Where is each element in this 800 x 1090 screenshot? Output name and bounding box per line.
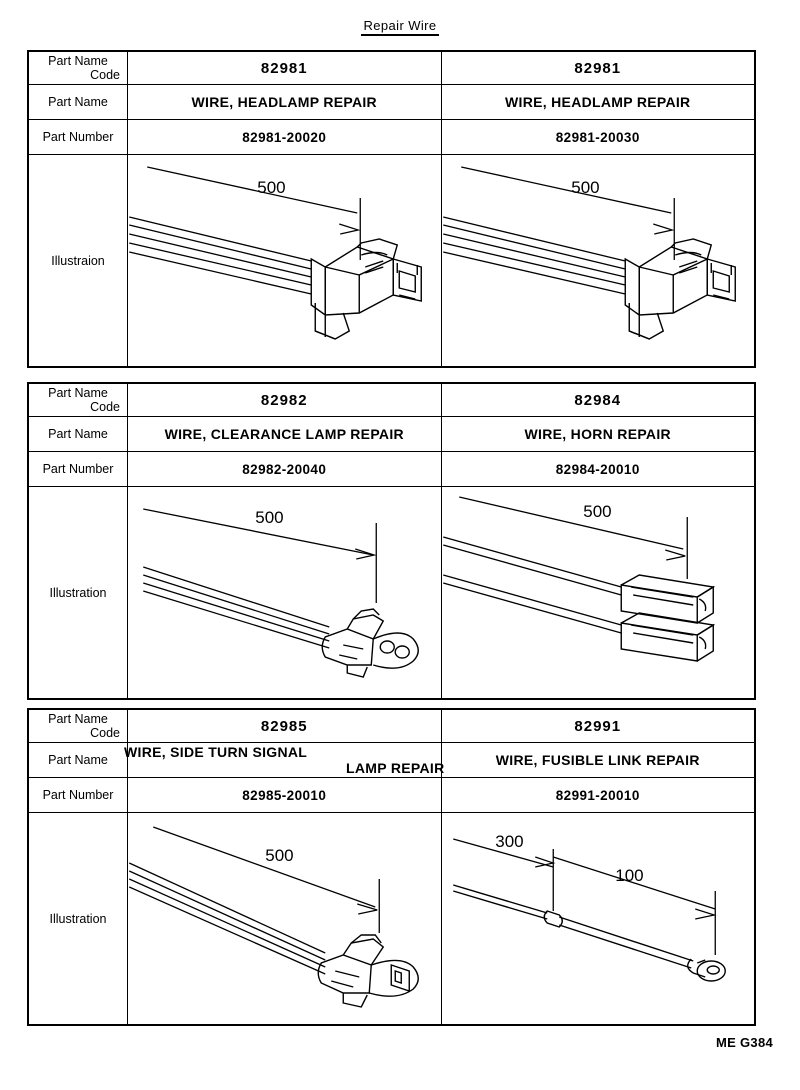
part-number-value: 82981-20030 (555, 129, 640, 145)
dimension-label: 500 (570, 178, 600, 197)
row-label-part-name: Part Name (29, 417, 128, 451)
wire-two-flag-terminals-diagram (442, 487, 755, 698)
table-row-part-number (29, 452, 754, 487)
row-label-line1: Part Name (48, 54, 108, 68)
row-label-part-name: Part Name (29, 85, 128, 119)
page-title-text: Repair Wire (361, 18, 438, 36)
row-label-part-name-code (29, 52, 128, 84)
part-number-value: 82982-20040 (128, 452, 442, 486)
table-row-part-name-code (29, 384, 754, 417)
part-name-value: WIRE, HORN REPAIR (524, 426, 671, 442)
illustration-cell (442, 487, 755, 698)
part-name-code-value: 82991 (574, 717, 622, 735)
row-label-illustration: Illustration (29, 487, 128, 698)
part-name-code-value: 82982 (128, 384, 442, 416)
illustration-cell (128, 487, 442, 698)
table-row-part-name (29, 417, 754, 452)
part-name-value: WIRE, CLEARANCE LAMP REPAIR (128, 417, 442, 451)
row-label-illustration: Illustraion (29, 155, 128, 366)
part-table-block (27, 382, 756, 700)
table-row-illustration (29, 487, 754, 698)
row-label-line2: Code (90, 400, 120, 414)
part-name-value: WIRE, HEADLAMP REPAIR (505, 94, 691, 110)
dimension-label: 500 (255, 508, 284, 527)
row-label-part-name-code (29, 384, 128, 416)
illustration-cell (128, 813, 442, 1024)
page-title (0, 18, 800, 33)
table-row-part-name-code (29, 52, 754, 85)
table-row-part-name-code (29, 710, 754, 743)
fusible-link-ring-terminal-diagram (442, 813, 755, 1024)
part-name-value (124, 743, 445, 777)
wire-connector-4wire-diagram (442, 155, 755, 366)
row-label-line1: Part Name (48, 712, 108, 726)
table-row-part-number (29, 120, 754, 155)
part-name-code-value: 82981 (574, 59, 622, 77)
part-name-value: WIRE, FUSIBLE LINK REPAIR (495, 752, 700, 768)
part-name-line1: WIRE, SIDE TURN SIGNAL (124, 744, 308, 760)
row-label-part-number: Part Number (29, 120, 128, 154)
dimension-label: 100 (614, 866, 644, 885)
part-name-code-value: 82984 (574, 391, 622, 409)
dimension-label: 500 (265, 846, 294, 865)
dimension-label: 500 (582, 502, 612, 521)
row-label-line1: Part Name (48, 386, 108, 400)
illustration-cell (128, 155, 442, 366)
part-table-block (27, 708, 756, 1026)
wire-connector-3wire-round-diagram (128, 487, 441, 698)
table-row-illustration (29, 155, 754, 366)
illustration-cell (442, 813, 755, 1024)
part-number-value: 82981-20020 (128, 120, 442, 154)
part-name-value: WIRE, HEADLAMP REPAIR (128, 85, 442, 119)
row-label-illustration: Illustration (29, 813, 128, 1024)
row-label-line2: Code (90, 726, 120, 740)
table-row-part-name (29, 743, 754, 778)
table-row-part-number (29, 778, 754, 813)
dimension-label: 500 (257, 178, 286, 197)
table-row-part-name (29, 85, 754, 120)
part-name-code-value: 82985 (128, 710, 442, 742)
part-number-value: 82991-20010 (555, 787, 640, 803)
row-label-part-number: Part Number (29, 452, 128, 486)
part-number-value: 82984-20010 (555, 461, 640, 477)
part-name-line2: LAMP REPAIR (346, 760, 445, 776)
part-name-code-value: 82981 (128, 52, 442, 84)
wire-connector-4wire-diagram (128, 155, 441, 366)
illustration-cell (442, 155, 755, 366)
row-label-part-name: Part Name (29, 743, 128, 777)
row-label-part-number: Part Number (29, 778, 128, 812)
part-number-value: 82985-20010 (128, 778, 442, 812)
dimension-label: 300 (494, 832, 524, 851)
wire-connector-3wire-square-diagram (128, 813, 441, 1024)
table-row-illustration (29, 813, 754, 1024)
row-label-part-name-code (29, 710, 128, 742)
part-table-block (27, 50, 756, 368)
row-label-line2: Code (90, 68, 120, 82)
document-footer-code: ME G384 (715, 1035, 773, 1050)
